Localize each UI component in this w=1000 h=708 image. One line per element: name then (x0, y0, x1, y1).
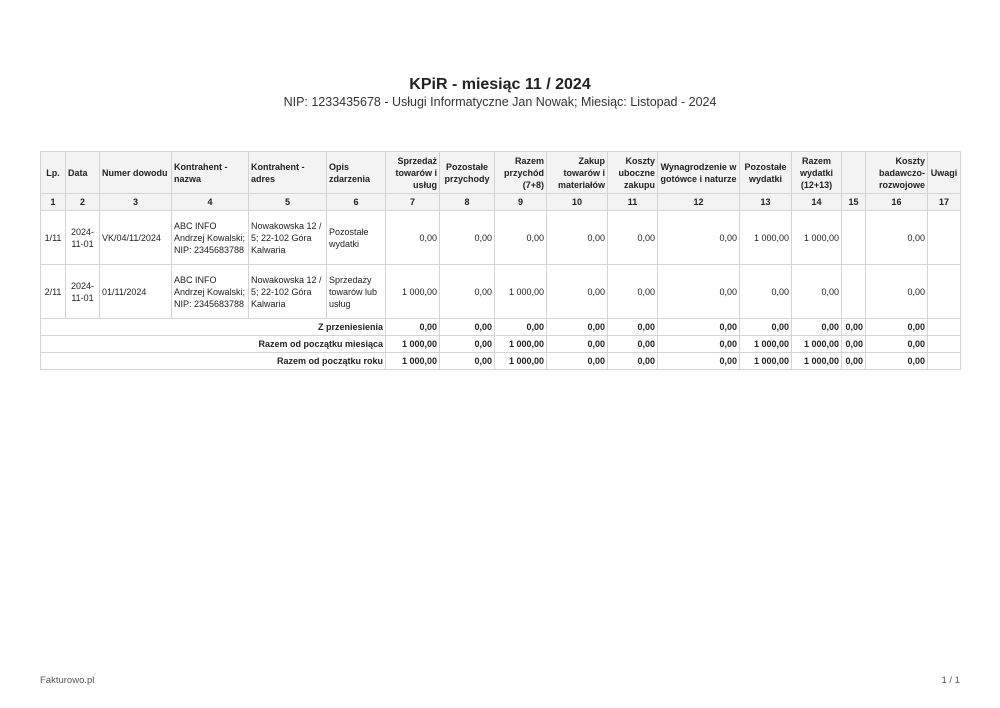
sum-notes (928, 336, 961, 353)
sum-col15: 0,00 (842, 336, 866, 353)
col-number: 12 (658, 194, 740, 211)
col-header-total-expenses: Razem wydatki (12+13) (792, 152, 842, 194)
col-number: 3 (100, 194, 172, 211)
header-numbers-row (41, 194, 961, 211)
col-number: 17 (928, 194, 961, 211)
col-number: 16 (866, 194, 928, 211)
page-subtitle: NIP: 1233435678 - Usługi Informatyczne Jan Nowak; Miesiąc: Listopad - 2024 (283, 95, 717, 109)
col-header-lp: Lp. (41, 152, 66, 194)
sum-other-income: 0,00 (440, 336, 495, 353)
col-number: 7 (386, 194, 440, 211)
cell-purchases: 0,00 (547, 265, 608, 319)
sum-salaries: 0,00 (658, 353, 740, 370)
cell-incidental-costs: 0,00 (608, 211, 658, 265)
sum-sales: 1 000,00 (386, 353, 440, 370)
col-number: 13 (740, 194, 792, 211)
sum-salaries: 0,00 (658, 319, 740, 336)
col-header-incidental-costs: Koszty uboczne zakupu (608, 152, 658, 194)
col-header-other-income: Pozostałe przychody (440, 152, 495, 194)
col-header-salaries: Wynagrodzenie w gotówce i naturze (658, 152, 740, 194)
sum-total-income: 1 000,00 (495, 353, 547, 370)
cell-total-expenses: 0,00 (792, 265, 842, 319)
cell-contractor-name: ABC INFO Andrzej Kowalski; NIP: 2345683788 (172, 211, 249, 265)
sum-total-expenses: 1 000,00 (792, 336, 842, 353)
summary-label: Razem od początku roku (41, 353, 386, 370)
summary-row-year (41, 353, 961, 370)
col-number: 4 (172, 194, 249, 211)
sum-total-income: 0,00 (495, 319, 547, 336)
col-header-notes: Uwagi (928, 152, 961, 194)
sum-purchases: 0,00 (547, 336, 608, 353)
col-header-other-expenses: Pozostałe wydatki (740, 152, 792, 194)
cell-doc-number: 01/11/2024 (100, 265, 172, 319)
sum-col15: 0,00 (842, 319, 866, 336)
sum-rd-costs: 0,00 (866, 319, 928, 336)
col-header-date: Data (66, 152, 100, 194)
page-title: KPiR - miesiąc 11 / 2024 (409, 76, 591, 93)
sum-notes (928, 353, 961, 370)
cell-other-income: 0,00 (440, 211, 495, 265)
sum-incidental-costs: 0,00 (608, 319, 658, 336)
col-header-doc-number: Numer dowodu (100, 152, 172, 194)
cell-contractor-name: ABC INFO Andrzej Kowalski; NIP: 2345683788 (172, 265, 249, 319)
cell-total-income: 1 000,00 (495, 265, 547, 319)
table-row (41, 265, 961, 319)
sum-other-income: 0,00 (440, 353, 495, 370)
col-number: 2 (66, 194, 100, 211)
kpir-table (40, 151, 961, 370)
col-number: 5 (249, 194, 327, 211)
sum-other-expenses: 1 000,00 (740, 336, 792, 353)
col-header-15 (842, 152, 866, 194)
sum-other-expenses: 1 000,00 (740, 353, 792, 370)
cell-salaries: 0,00 (658, 211, 740, 265)
cell-col15 (842, 265, 866, 319)
cell-total-expenses: 1 000,00 (792, 211, 842, 265)
cell-description: Sprzedaży towarów lub usług (327, 265, 386, 319)
cell-purchases: 0,00 (547, 211, 608, 265)
summary-row-carried-forward (41, 319, 961, 336)
cell-total-income: 0,00 (495, 211, 547, 265)
sum-salaries: 0,00 (658, 336, 740, 353)
col-number: 11 (608, 194, 658, 211)
sum-sales: 1 000,00 (386, 336, 440, 353)
cell-sales: 0,00 (386, 211, 440, 265)
sum-rd-costs: 0,00 (866, 353, 928, 370)
cell-other-income: 0,00 (440, 265, 495, 319)
cell-col15 (842, 211, 866, 265)
cell-other-expenses: 1 000,00 (740, 211, 792, 265)
col-header-contractor-name: Kontrahent - nazwa (172, 152, 249, 194)
col-number: 14 (792, 194, 842, 211)
cell-contractor-address: Nowakowska 12 / 5; 22-102 Góra Kalwaria (249, 211, 327, 265)
col-number: 9 (495, 194, 547, 211)
footer-brand: Fakturowo.pl (40, 675, 95, 686)
sum-other-expenses: 0,00 (740, 319, 792, 336)
cell-lp: 1/11 (41, 211, 66, 265)
col-number: 10 (547, 194, 608, 211)
sum-incidental-costs: 0,00 (608, 353, 658, 370)
summary-label: Razem od początku miesiąca (41, 336, 386, 353)
cell-description: Pozostałe wydatki (327, 211, 386, 265)
sum-incidental-costs: 0,00 (608, 336, 658, 353)
sum-total-income: 1 000,00 (495, 336, 547, 353)
cell-lp: 2/11 (41, 265, 66, 319)
sum-notes (928, 319, 961, 336)
col-header-sales: Sprzedaż towarów i usług (386, 152, 440, 194)
cell-notes (928, 265, 961, 319)
sum-total-expenses: 0,00 (792, 319, 842, 336)
col-number: 8 (440, 194, 495, 211)
col-number: 15 (842, 194, 866, 211)
col-number: 1 (41, 194, 66, 211)
cell-rd-costs: 0,00 (866, 265, 928, 319)
cell-date: 2024-11-01 (66, 211, 100, 265)
cell-rd-costs: 0,00 (866, 211, 928, 265)
col-header-rd-costs: Koszty badawczo-rozwojowe (866, 152, 928, 194)
cell-notes (928, 211, 961, 265)
cell-doc-number: VK/04/11/2024 (100, 211, 172, 265)
cell-date: 2024-11-01 (66, 265, 100, 319)
sum-purchases: 0,00 (547, 319, 608, 336)
sum-other-income: 0,00 (440, 319, 495, 336)
col-header-purchases: Zakup towarów i materiałów (547, 152, 608, 194)
summary-label: Z przeniesienia (41, 319, 386, 336)
cell-sales: 1 000,00 (386, 265, 440, 319)
sum-rd-costs: 0,00 (866, 336, 928, 353)
header-labels-row (41, 152, 961, 194)
col-number: 6 (327, 194, 386, 211)
sum-purchases: 0,00 (547, 353, 608, 370)
col-header-description: Opis zdarzenia (327, 152, 386, 194)
table-row (41, 211, 961, 265)
cell-salaries: 0,00 (658, 265, 740, 319)
sum-total-expenses: 1 000,00 (792, 353, 842, 370)
summary-row-month (41, 336, 961, 353)
col-header-total-income: Razem przychód (7+8) (495, 152, 547, 194)
cell-other-expenses: 0,00 (740, 265, 792, 319)
cell-contractor-address: Nowakowska 12 / 5; 22-102 Góra Kalwaria (249, 265, 327, 319)
sum-sales: 0,00 (386, 319, 440, 336)
sum-col15: 0,00 (842, 353, 866, 370)
cell-incidental-costs: 0,00 (608, 265, 658, 319)
page-number: 1 / 1 (941, 675, 960, 686)
col-header-contractor-address: Kontrahent - adres (249, 152, 327, 194)
